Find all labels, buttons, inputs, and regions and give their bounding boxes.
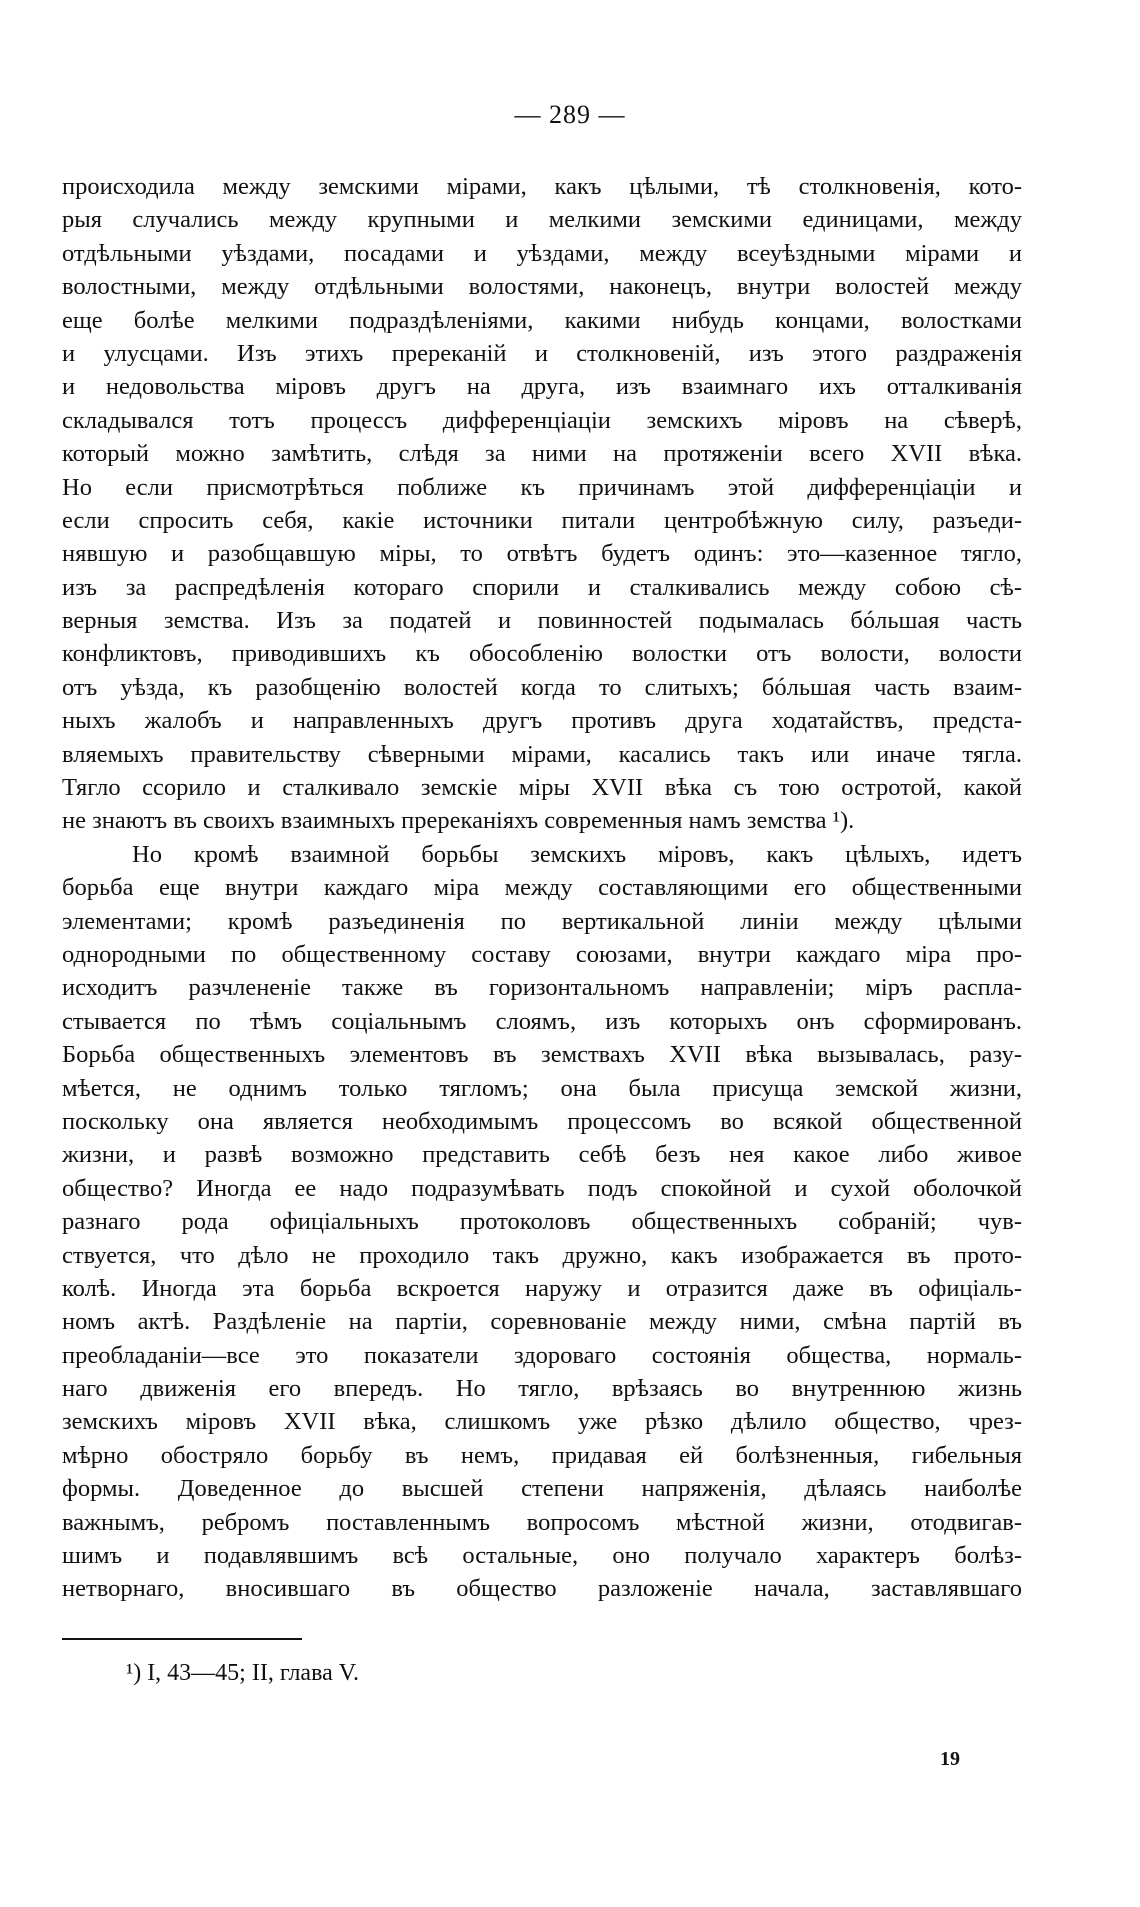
- text-line: однородными по общественному составу союзами, внутри каждаго міра про-: [62, 940, 1022, 968]
- text-line: отъ уѣзда, къ разобщенію волостей когда то слитыхъ; бóльшая часть взаим-: [62, 673, 1022, 701]
- text-line: складывался тотъ процессъ дифференціаціи земскихъ міровъ на сѣверѣ,: [62, 406, 1022, 434]
- text-line: конфликтовъ, приводившихъ къ обособленію волостки отъ волости, волости: [62, 640, 1022, 668]
- text-line: и улусцами. Изъ этихъ пререканій и столкновеній, изъ этого раздраженія: [62, 339, 1022, 367]
- text-line: номъ актѣ. Раздѣленіе на партіи, соревнованіе между ними, смѣна партій въ: [62, 1308, 1022, 1336]
- text-line: исходитъ разчлененіе также въ горизонтальномъ направленіи; міръ распла-: [62, 974, 1022, 1002]
- text-line: рыя случались между крупными и мелкими земскими единицами, между: [62, 206, 1022, 234]
- text-line: общество? Иногда ее надо подразумѣвать подъ спокойной и сухой оболочкой: [62, 1174, 1022, 1202]
- text-line: земскихъ міровъ XVII вѣка, слишкомъ уже рѣзко дѣлило общество, чрез-: [62, 1408, 1022, 1436]
- text-line: колѣ. Иногда эта борьба вскроется наружу и отразится даже въ офиціаль-: [62, 1274, 1022, 1302]
- text-line: Тягло ссорило и сталкивало земскіе міры XVII вѣка съ тою остротой, какой: [62, 774, 1022, 802]
- text-line: шимъ и подавлявшимъ всѣ остальные, оно получало характеръ болѣз-: [62, 1542, 1022, 1570]
- text-line: мѣется, не однимъ только тягломъ; она была присуща земской жизни,: [62, 1074, 1022, 1102]
- text-line: разнаго рода офиціальныхъ протоколовъ общественныхъ собраній; чув-: [62, 1208, 1022, 1236]
- text-line: стывается по тѣмъ соціальнымъ слоямъ, изъ которыхъ онъ сформированъ.: [62, 1007, 1022, 1035]
- signature-mark: 19: [940, 1748, 960, 1770]
- text-line: еще болѣе мелкими подраздѣленіями, какими нибудь концами, волостками: [62, 306, 1022, 334]
- text-line: происходила между земскими мірами, какъ цѣлыми, тѣ столкновенія, кото-: [62, 173, 1022, 200]
- text-line: нявшую и разобщавшую міры, то отвѣтъ будетъ одинъ: это—казенное тягло,: [62, 540, 1022, 568]
- text-line: ныхъ жалобъ и направленныхъ другъ противъ друга ходатайствъ, предста-: [62, 707, 1022, 735]
- text-line: преобладаніи—все это показатели здороваго состоянія общества, нормаль-: [62, 1341, 1022, 1369]
- text-line: отдѣльными уѣздами, посадами и уѣздами, между всеуѣздными мірами и: [62, 239, 1022, 267]
- text-line: элементами; кромѣ разъединенія по вертикальной линіи между цѣлыми: [62, 907, 1022, 935]
- text-line: жизни, и развѣ возможно представить себѣ безъ нея какое либо живое: [62, 1141, 1022, 1169]
- text-line: изъ за распредѣленія котораго спорили и сталкивались между собою сѣ-: [62, 573, 1022, 601]
- footnote-divider: [62, 1638, 302, 1640]
- text-line: важнымъ, ребромъ поставленнымъ вопросомъ мѣстной жизни, отодвигав-: [62, 1508, 1022, 1536]
- text-line: наго движенія его впередъ. Но тягло, врѣзаясь во внутреннюю жизнь: [62, 1375, 1022, 1403]
- text-line: верныя земства. Изъ за податей и повинностей подымалась бóльшая часть: [62, 607, 1022, 635]
- page-number-header: — 289 —: [514, 100, 626, 129]
- text-line: ствуется, что дѣло не проходило такъ дружно, какъ изображается въ прото-: [62, 1241, 1022, 1269]
- text-line: Борьба общественныхъ элементовъ въ земствахъ XVII вѣка вызывалась, разу-: [62, 1041, 1022, 1069]
- text-line: поскольку она является необходимымъ процессомъ во всякой общественной: [62, 1107, 1022, 1135]
- footnote: ¹) I, 43—45; II, глава V.: [126, 1660, 359, 1686]
- text-line: который можно замѣтить, слѣдя за ними на протяженіи всего XVII вѣка.: [62, 440, 1022, 468]
- body-text: [62, 170, 1022, 1606]
- text-line: если спросить себя, какіе источники питали центробѣжную силу, разъеди-: [62, 506, 1022, 534]
- text-line: волостными, между отдѣльными волостями, наконецъ, внутри волостей между: [62, 273, 1022, 301]
- text-line: и недовольства міровъ другъ на друга, изъ взаимнаго ихъ отталкиванія: [62, 373, 1022, 401]
- text-line: Но кромѣ взаимной борьбы земскихъ міровъ, какъ цѣлыхъ, идетъ: [132, 840, 1022, 868]
- text-line: мѣрно обостряло борьбу въ немъ, придавая ей болѣзненныя, гибельныя: [62, 1441, 1022, 1469]
- text-line: не знаютъ въ своихъ взаимныхъ пререканіяхъ современныя намъ земства ¹).: [62, 807, 855, 835]
- text-line: формы. Доведенное до высшей степени напряженія, дѣлаясь наиболѣе: [62, 1475, 1022, 1503]
- text-line: борьба еще внутри каждаго міра между составляющими его общественными: [62, 874, 1022, 902]
- text-line: Но если присмотрѣться поближе къ причинамъ этой дифференціаціи и: [62, 473, 1022, 501]
- text-line: нетворнаго, вносившаго въ общество разложеніе начала, заставлявшаго: [62, 1575, 1022, 1603]
- text-line: вляемыхъ правительству сѣверными мірами, касались такъ или иначе тягла.: [62, 740, 1022, 768]
